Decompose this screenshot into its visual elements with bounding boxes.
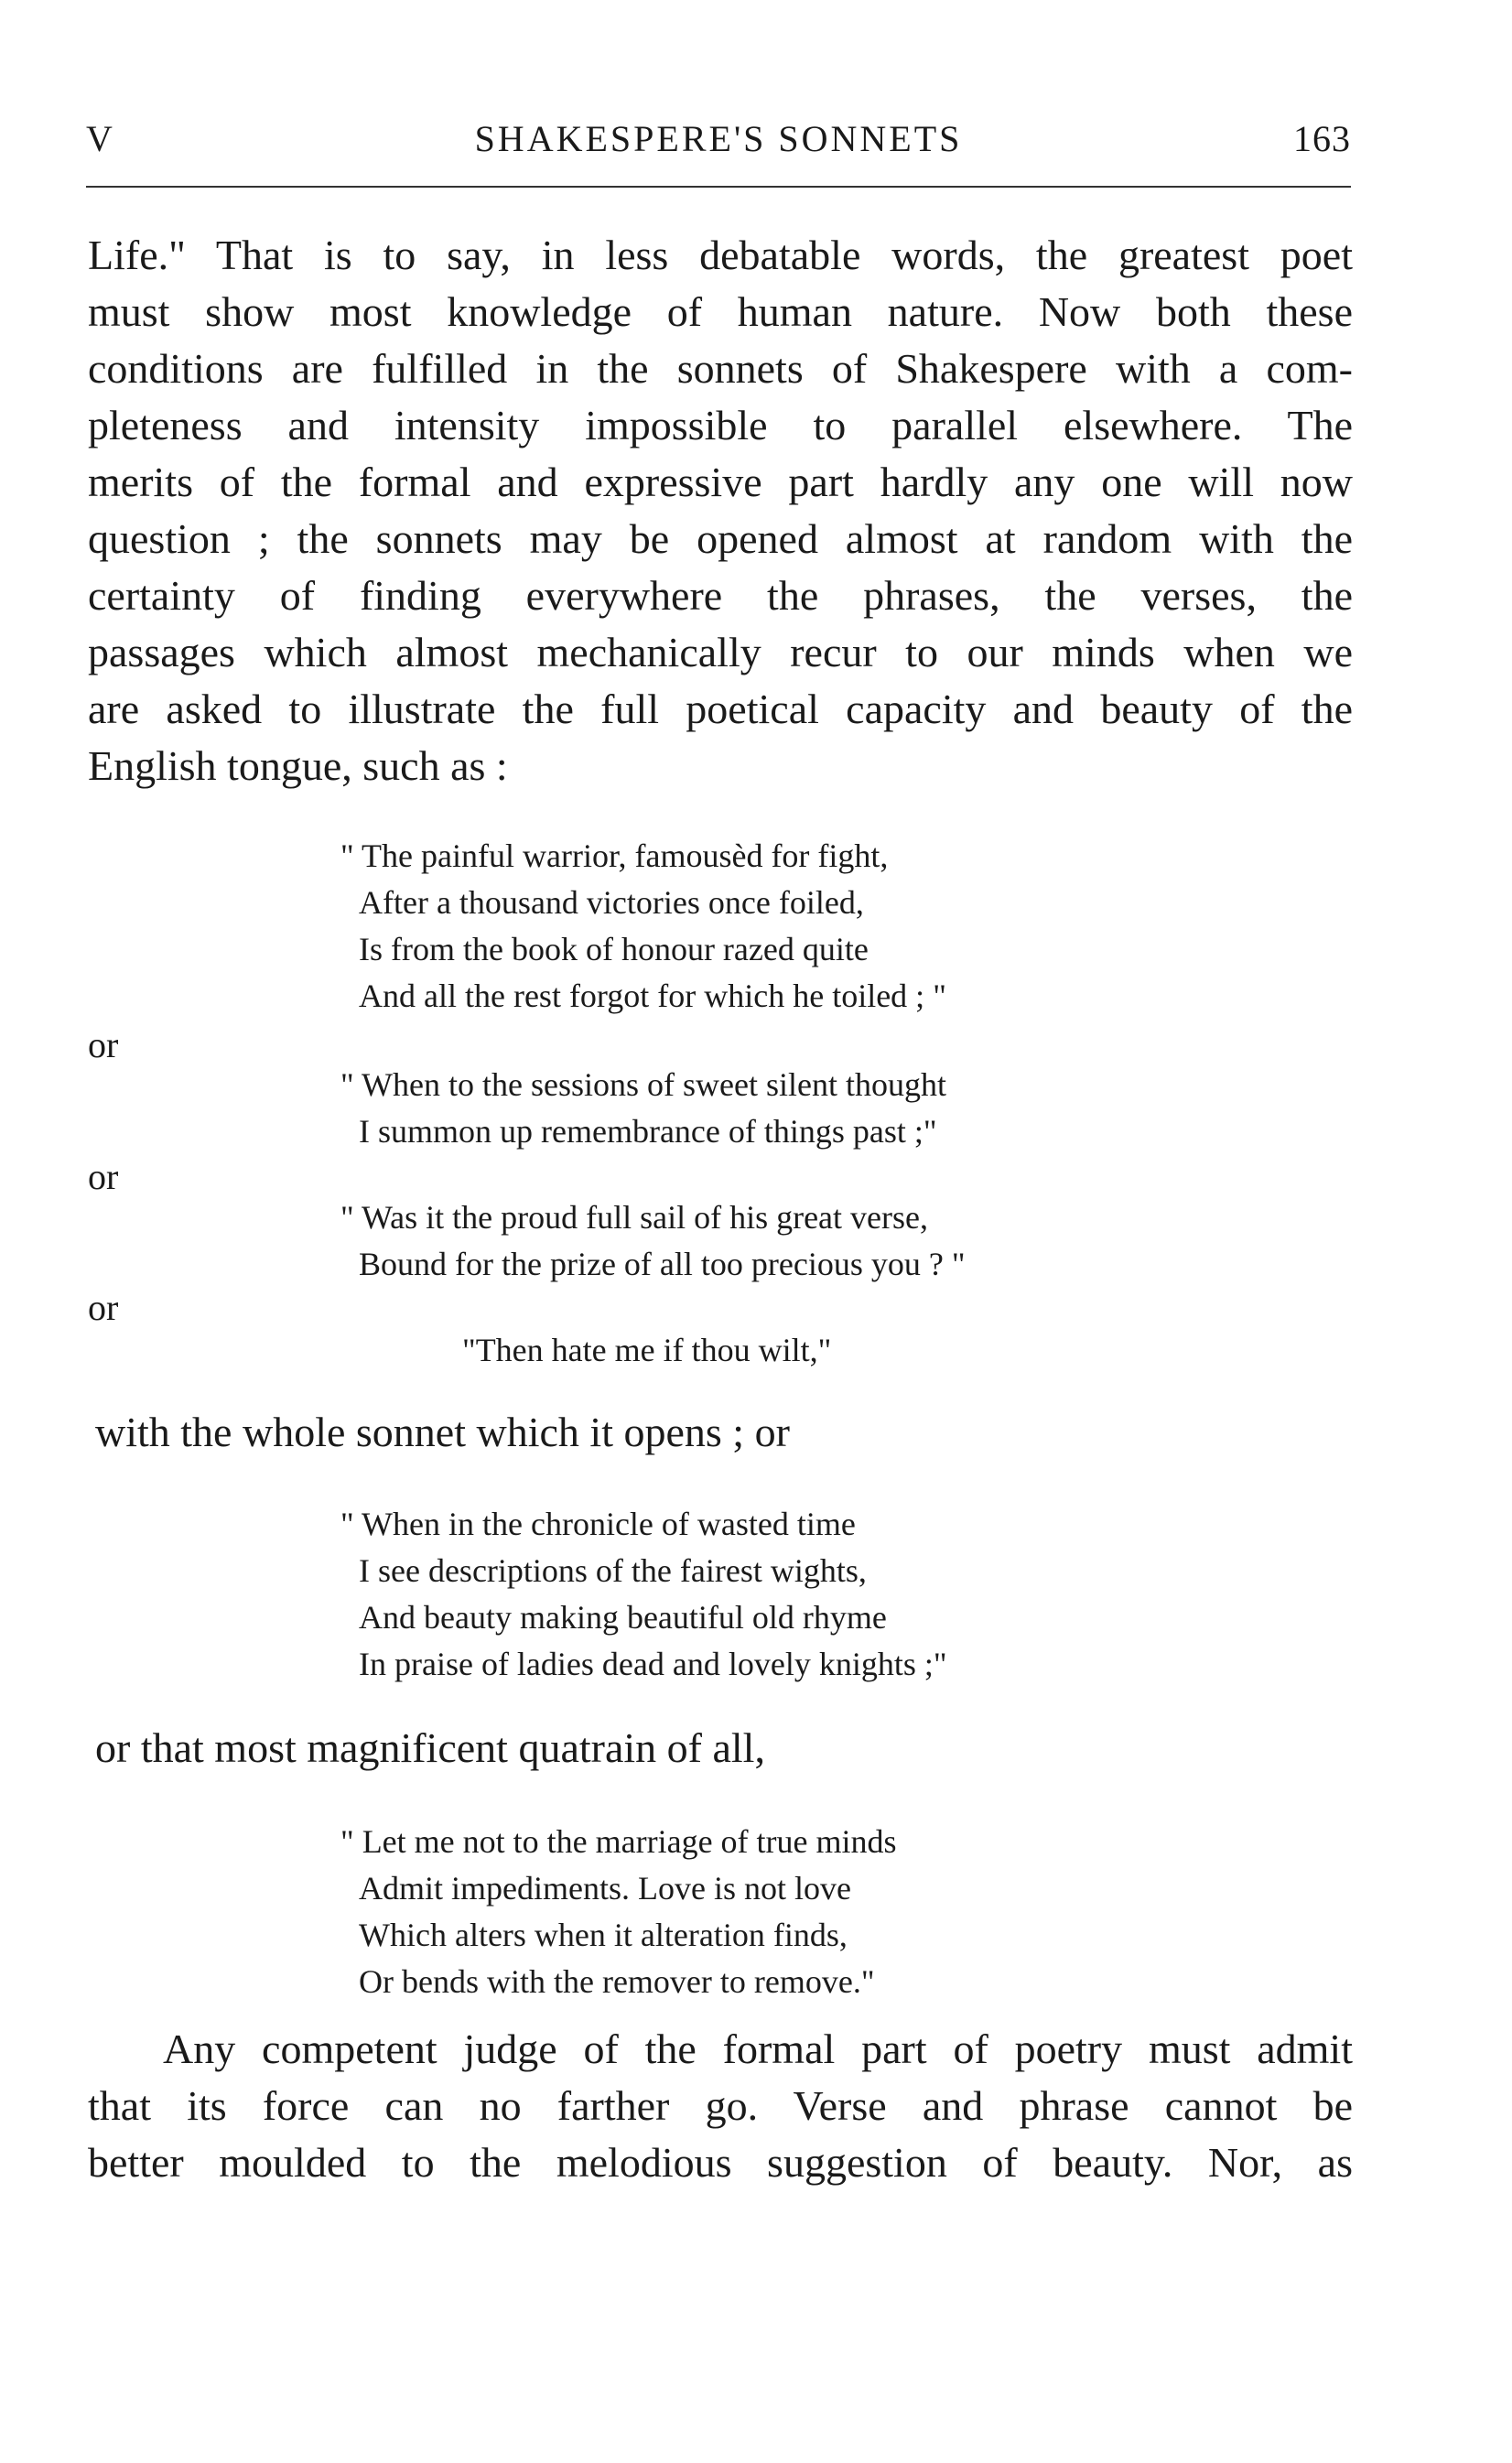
paragraph-2: [88, 2021, 1353, 2191]
text-line: certainty of finding everywhere the phrases, the verses, the: [88, 572, 1353, 619]
verse-line: " Was it the proud full sail of his great verse,: [340, 1199, 928, 1236]
text-line: question ; the sonnets may be opened almost at random with the: [88, 515, 1353, 562]
text-line: Life." That is to say, in less debatable words, the greatest poet: [88, 232, 1353, 278]
quote-block-5: [340, 1501, 947, 1688]
text-line: are asked to illustrate the full poetical capacity and beauty of the: [88, 686, 1353, 732]
text-line: that its force can no farther go. Verse and phrase cannot be: [88, 2082, 1353, 2129]
text-line: passages which almost mechanically recur to our minds when we: [88, 629, 1353, 675]
quote-block-1: [340, 833, 946, 1020]
verse-line: Is from the book of honour razed quite: [359, 931, 869, 967]
verse-line: And all the rest forgot for which he toiled ; ": [359, 978, 946, 1014]
verse-line: And beauty making beautiful old rhyme: [359, 1599, 887, 1636]
text-line: must show most knowledge of human nature. Now both these: [88, 288, 1353, 335]
text-line: merits of the formal and expressive part hardly any one will now: [88, 459, 1353, 505]
verse-line: " Let me not to the marriage of true minds: [340, 1823, 897, 1860]
connector-text-2: or that most magnificent quatrain of all,: [95, 1724, 765, 1771]
text-line: conditions are fulfilled in the sonnets of Shakespere with a com-: [88, 345, 1353, 392]
text-line: Any competent judge of the formal part of poetry must admit: [163, 2025, 1353, 2072]
verse-line: " The painful warrior, famousèd for fight,: [340, 837, 889, 874]
verse-line: Which alters when it alteration finds,: [359, 1917, 848, 1953]
running-header: [86, 117, 1351, 163]
verse-line: "Then hate me if thou wilt,": [462, 1332, 832, 1368]
text-line: English tongue, such as :: [88, 742, 508, 789]
verse-line: In praise of ladies dead and lovely knights ;": [359, 1646, 947, 1682]
verse-line: Admit impediments. Love is not love: [359, 1870, 851, 1907]
verse-line: Bound for the prize of all too precious you ? ": [359, 1246, 966, 1282]
verse-line: I summon up remembrance of things past ;": [359, 1113, 937, 1150]
or-word: or: [88, 1287, 119, 1328]
verse-line: I see descriptions of the fairest wights,: [359, 1552, 867, 1589]
text-line: better moulded to the melodious suggestion of beauty. Nor, as: [88, 2139, 1353, 2186]
quote-block-3: [340, 1194, 966, 1288]
quote-block-4: [462, 1327, 831, 1374]
or-word: or: [88, 1156, 119, 1197]
verse-line: " When to the sessions of sweet silent thought: [340, 1066, 946, 1103]
connector-text-1: with the whole sonnet which it opens ; or: [95, 1409, 790, 1455]
verse-line: After a thousand victories once foiled,: [359, 884, 864, 921]
running-title: SHAKESPERE'S SONNETS: [474, 118, 963, 159]
text-line: pleteness and intensity impossible to parallel elsewhere. The: [88, 402, 1353, 448]
verse-line: Or bends with the remover to remove.": [359, 1963, 875, 2000]
paragraph-1: [88, 227, 1353, 794]
quote-block-2: [340, 1062, 946, 1155]
page-number: 163: [1293, 118, 1351, 159]
quote-block-6: [340, 1819, 897, 2005]
section-number: V: [86, 118, 115, 159]
header-rule: [86, 186, 1351, 188]
verse-line: " When in the chronicle of wasted time: [340, 1506, 856, 1542]
or-word: or: [88, 1024, 119, 1065]
